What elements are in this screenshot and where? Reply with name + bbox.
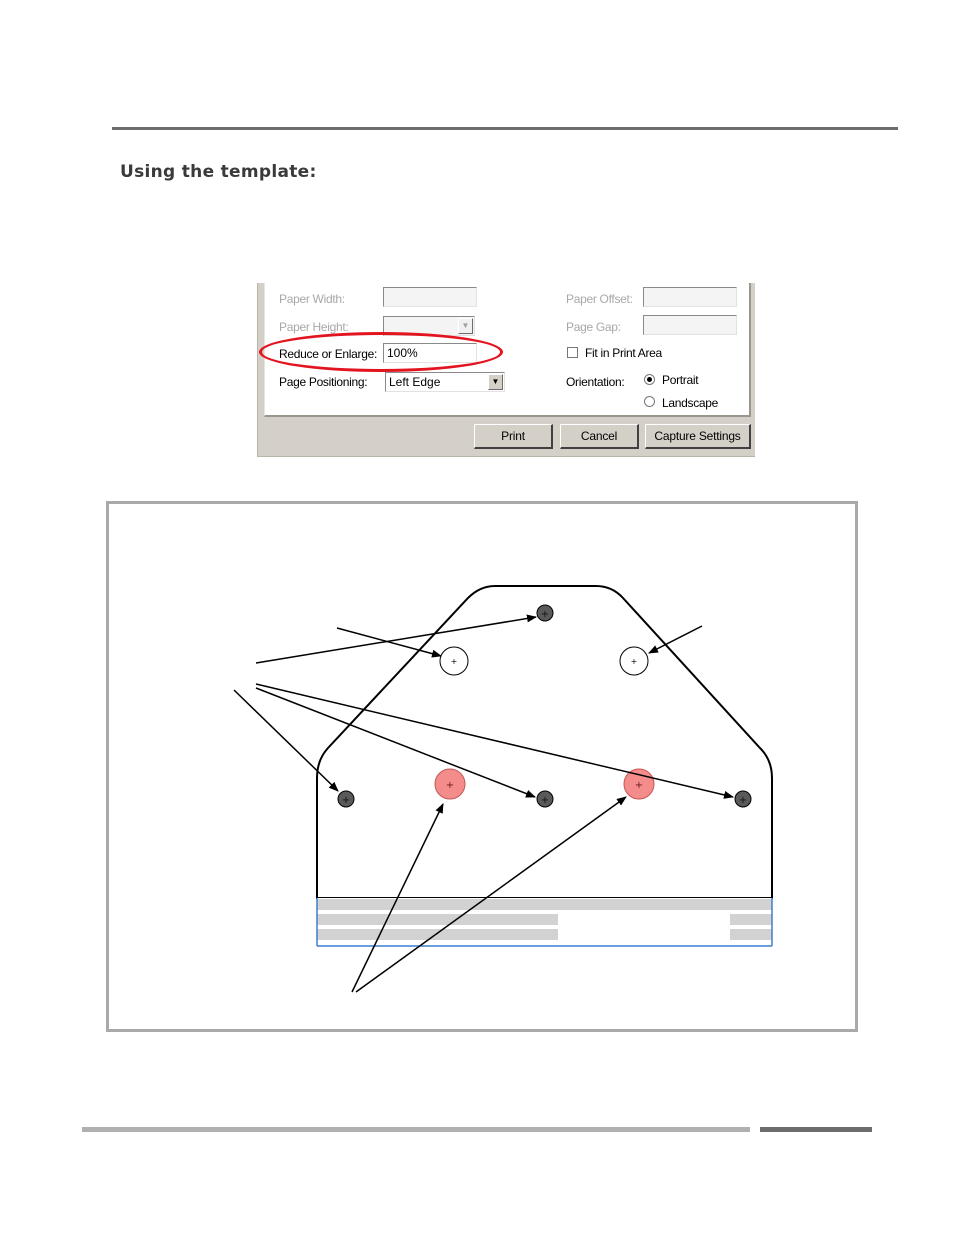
bottom-divider-accent	[760, 1127, 872, 1132]
arrow-line	[256, 688, 535, 797]
print-button[interactable]: Print	[474, 424, 553, 449]
paper-width-label: Paper Width:	[279, 292, 345, 306]
chevron-down-icon: ▼	[488, 374, 503, 390]
dark-hole	[735, 791, 751, 807]
arrow-line	[256, 617, 536, 663]
bottom-divider	[82, 1127, 750, 1132]
paper-offset-label: Paper Offset:	[566, 292, 633, 306]
fit-in-print-area-label: Fit in Print Area	[585, 346, 662, 360]
page-positioning-label: Page Positioning:	[279, 375, 368, 389]
cancel-button[interactable]: Cancel	[560, 424, 639, 449]
svg-text:+: +	[540, 795, 550, 806]
red-hole	[435, 769, 465, 799]
arrow-line	[234, 690, 338, 791]
svg-text:+: +	[445, 780, 455, 791]
svg-text:+: +	[450, 657, 458, 666]
white-hole	[620, 647, 648, 675]
capture-settings-button[interactable]: Capture Settings	[645, 424, 751, 449]
white-hole	[440, 647, 468, 675]
reduce-enlarge-label: Reduce or Enlarge:	[279, 347, 377, 361]
section-heading: Using the template:	[120, 162, 317, 182]
paper-height-label: Paper Height:	[279, 320, 349, 334]
dark-hole	[338, 791, 354, 807]
page-positioning-value: Left Edge	[389, 375, 441, 389]
dark-hole	[537, 605, 553, 621]
arrow-line	[356, 797, 626, 992]
svg-text:+: +	[341, 795, 351, 806]
page-gap-label: Page Gap:	[566, 320, 621, 334]
portrait-label: Portrait	[662, 373, 699, 387]
svg-text:+: +	[630, 657, 638, 666]
svg-text:+: +	[634, 780, 644, 791]
svg-text:+: +	[738, 795, 748, 806]
orientation-label: Orientation:	[566, 375, 625, 389]
arrow-line	[337, 628, 441, 656]
dark-hole	[537, 791, 553, 807]
red-hole	[624, 769, 654, 799]
landscape-label: Landscape	[662, 396, 719, 410]
svg-text:+: +	[540, 609, 550, 620]
template-outline	[317, 586, 772, 898]
reduce-enlarge-input[interactable]: 100%	[383, 343, 477, 363]
arrow-line	[649, 626, 702, 653]
chevron-down-icon: ▼	[458, 318, 473, 334]
